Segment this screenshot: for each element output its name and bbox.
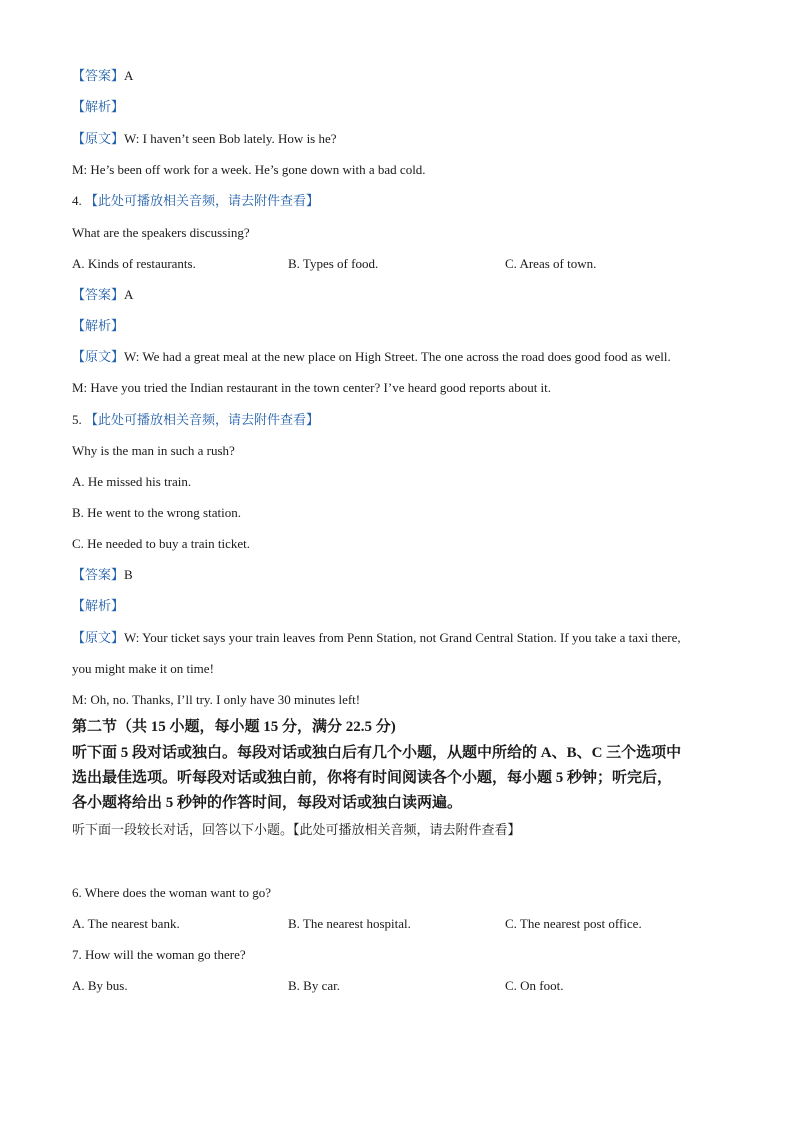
answer-value: B [124,567,133,582]
original-tag: 【原文】 [72,131,125,146]
section2-title: 第二节（共 15 小题，每小题 15 分，满分 22.5 分) [72,719,396,735]
original-tag: 【原文】 [72,630,125,645]
q6-question: 6. Where does the woman want to go? [72,885,272,900]
original-text: W: I haven’t seen Bob lately. How is he? [124,131,337,146]
original-text: W: We had a great meal at the new place on High Street. The one across the road does good food as well. [124,349,671,364]
question-number: 5. [72,412,82,427]
q3-answer-line [72,68,133,84]
q7-option-b: B. By car. [288,978,340,993]
answer-tag: 【答案】 [72,287,125,302]
original-text: W: Your ticket says your train leaves from Penn Station, not Grand Central Station. If you take a taxi there, [124,630,681,645]
answer-value: A [124,287,134,302]
q5-original-line1 [72,630,681,646]
q6-option-a: A. The nearest bank. [72,916,180,931]
analysis-tag: 【解析】 [72,318,125,333]
q3-original-line1 [72,131,337,147]
section2-instruction-line1: 听下面 5 段对话或独白。每段对话或独白后有几个小题，从题中所给的 A、B、C 三个选项中 [72,745,682,761]
q5-question: Why is the man in such a rush? [72,443,235,458]
q5-option-c: C. He needed to buy a train ticket. [72,536,250,551]
analysis-tag: 【解析】 [72,99,125,114]
q5-header [72,412,319,428]
q4-question: What are the speakers discussing? [72,225,250,240]
q4-option-c: C. Areas of town. [505,256,597,271]
q4-answer-line [72,287,133,303]
answer-tag: 【答案】 [72,68,125,83]
q7-question: 7. How will the woman go there? [72,947,246,962]
analysis-tag: 【解析】 [72,598,125,613]
q6-option-c: C. The nearest post office. [505,916,642,931]
q5-option-a: A. He missed his train. [72,474,192,489]
q4-analysis-line [72,318,124,334]
audio-note: 【此处可播放相关音频，请去附件查看】 [85,193,320,208]
audio-note: 【此处可播放相关音频，请去附件查看】 [85,412,320,427]
q3-original-line2: M: He’s been off work for a week. He’s gone down with a bad cold. [72,162,426,177]
q4-original-line1 [72,349,671,365]
q3-analysis-line [72,99,124,115]
q7-option-a: A. By bus. [72,978,128,993]
q5-option-b: B. He went to the wrong station. [72,505,241,520]
q4-header [72,193,319,209]
section2-instruction-line3: 各小题将给出 5 秒钟的作答时间，每段对话或独白读两遍。 [72,795,463,811]
question-number: 4. [72,193,82,208]
q6-option-b: B. The nearest hospital. [288,916,411,931]
q5-analysis-line [72,598,124,614]
answer-tag: 【答案】 [72,567,125,582]
q5-original-line1b: you might make it on time! [72,661,214,676]
original-tag: 【原文】 [72,349,125,364]
q4-option-b: B. Types of food. [288,256,379,271]
q7-option-c: C. On foot. [505,978,564,993]
section2-instruction-line2: 选出最佳选项。听每段对话或独白前，你将有时间阅读各个小题，每小题 5 秒钟；听完后， [72,770,673,786]
section2-sub-instruction: 听下面一段较长对话，回答以下小题。【此处可播放相关音频，请去附件查看】 [72,822,521,837]
q4-option-a: A. Kinds of restaurants. [72,256,196,271]
q5-answer-line [72,567,133,583]
answer-value: A [124,68,134,83]
q5-original-line2: M: Oh, no. Thanks, I’ll try. I only have 30 minutes left! [72,692,361,707]
q4-original-line2: M: Have you tried the Indian restaurant in the town center? I’ve heard good reports about it. [72,380,552,395]
